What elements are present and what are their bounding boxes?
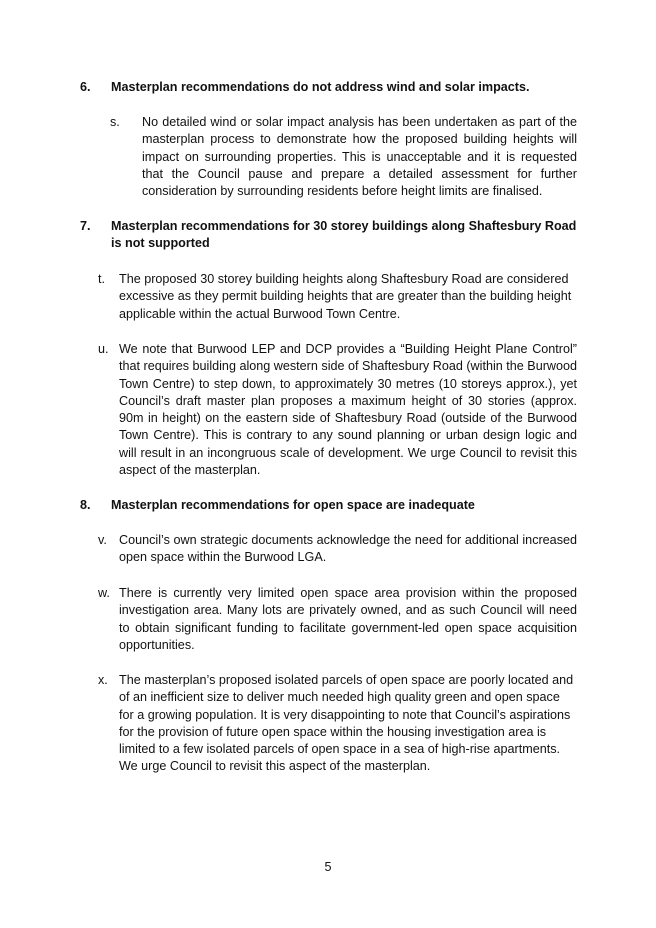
item-text: There is currently very limited open space area provision within the proposed investigation area. Many lots are privately owned, and as such Council will need to obtain significant funding to facilitate government-led open space acquisition opportunities. xyxy=(119,586,577,652)
section-number: 6. xyxy=(80,80,91,94)
section-title: Masterplan recommendations for 30 storey buildings along Shaftesbury Road is not supported xyxy=(111,219,577,251)
item-text: We note that Burwood LEP and DCP provides a “Building Height Plane Control” that requires building along western side of Shaftesbury Road (within the Burwood Town Centre) to step down, to approximately 30 metres (10 storeys approx.), yet Council’s draft master plan proposes a maximum height of 30 stories (approx. 90m in height) on the eastern side of Shaftesbury Road (outside of the Burwood Town Centre). This is contrary to any sound planning or urban design logic and will result in an incongruous scale of development. We urge Council to revisit this aspect of the masterplan. xyxy=(119,342,577,478)
item-text: The masterplan’s proposed isolated parcels of open space are poorly located and of an inefficient size to deliver much needed high quality green and open space for a growing population. It is very disappointing to note that Council’s aspirations for the provision of future open space within the housing investigation area is limited to a few isolated parcels of open space in a sea of high-rise apartments. We urge Council to revisit this aspect of the masterplan. xyxy=(119,673,574,774)
list-item-x xyxy=(98,672,577,776)
item-letter: t. xyxy=(98,272,105,286)
item-letter: w. xyxy=(98,586,110,600)
item-letter: u. xyxy=(98,342,109,356)
section-number: 7. xyxy=(80,219,91,233)
list-item-s xyxy=(110,114,577,200)
section-heading-8 xyxy=(80,497,580,514)
section-title: Masterplan recommendations for open space are inadequate xyxy=(111,498,475,512)
section-heading-6 xyxy=(80,79,580,96)
item-letter: x. xyxy=(98,673,108,687)
item-text: Council’s own strategic documents acknowledge the need for additional increased open space within the Burwood LGA. xyxy=(119,533,577,565)
section-heading-7 xyxy=(80,218,580,253)
page-number: 5 xyxy=(324,860,332,874)
item-letter: s. xyxy=(110,115,120,129)
list-item-t xyxy=(98,271,577,323)
item-text: The proposed 30 storey building heights along Shaftesbury Road are considered excessive as they permit building heights that are greater than the building height applicable within the actual Burwood Town Centre. xyxy=(119,272,572,321)
list-item-v xyxy=(98,532,577,567)
section-number: 8. xyxy=(80,498,91,512)
item-letter: v. xyxy=(98,533,107,547)
list-item-u xyxy=(98,341,577,479)
list-item-w xyxy=(98,585,577,654)
section-title: Masterplan recommendations do not address wind and solar impacts. xyxy=(111,80,530,94)
item-text: No detailed wind or solar impact analysis has been undertaken as part of the masterplan process to demonstrate how the proposed building heights will impact on surrounding properties. This is unacceptable and it is requested that the Council pause and prepare a detailed assessment for further consideration by surrounding residents before height limits are finalised. xyxy=(142,115,577,199)
